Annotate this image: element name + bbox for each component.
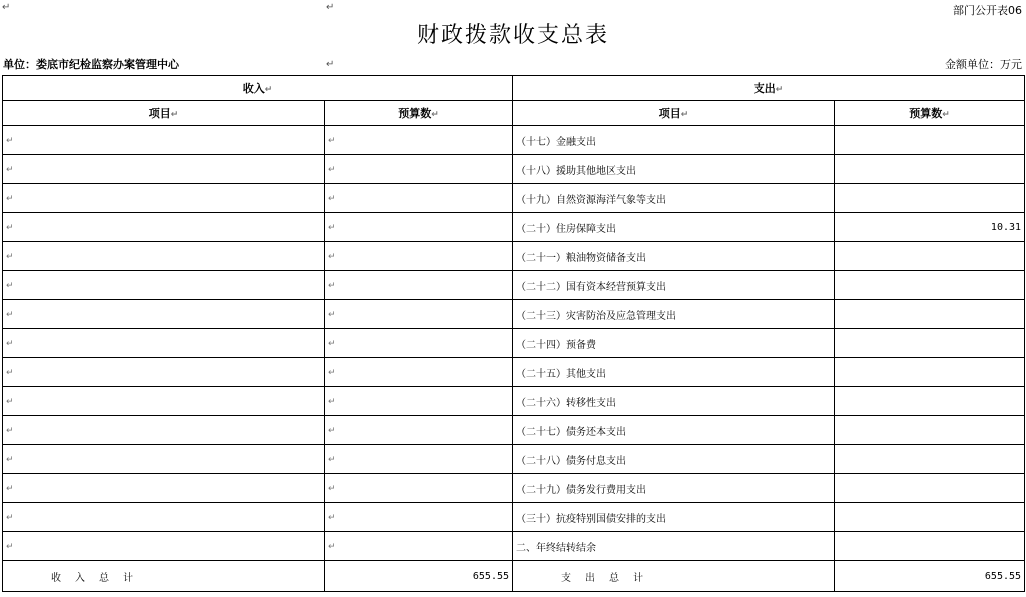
expense-budget-cell — [835, 155, 1025, 184]
income-total-value: 655.55 — [325, 561, 513, 592]
table-row — [3, 416, 1025, 445]
expense-budget-cell — [835, 387, 1025, 416]
expense-budget-cell — [835, 184, 1025, 213]
table-row — [3, 503, 1025, 532]
expense-total-label: 支出总计 — [513, 561, 835, 592]
income-item-cell: ↵ — [3, 387, 325, 416]
income-budget-cell: ↵ — [325, 155, 513, 184]
expense-item-header: 项目↵ — [513, 101, 835, 126]
income-budget-cell: ↵ — [325, 532, 513, 561]
expense-budget-cell — [835, 445, 1025, 474]
expense-budget-cell — [835, 242, 1025, 271]
table-row — [3, 474, 1025, 503]
income-budget-cell: ↵ — [325, 213, 513, 242]
expense-item-cell: （二十）住房保障支出 — [513, 213, 835, 242]
table-row — [3, 184, 1025, 213]
expense-item-cell: （二十六）转移性支出 — [513, 387, 835, 416]
unit-label: 单位：娄底市纪检监察办案管理中心 — [3, 58, 179, 71]
income-budget-cell: ↵ — [325, 242, 513, 271]
income-item-cell: ↵ — [3, 126, 325, 155]
table-row — [3, 300, 1025, 329]
expense-budget-cell — [835, 271, 1025, 300]
expense-total-value: 655.55 — [835, 561, 1025, 592]
income-item-cell: ↵ — [3, 300, 325, 329]
expense-budget-cell — [835, 126, 1025, 155]
return-mark: ↵ — [2, 2, 11, 13]
table-row — [3, 155, 1025, 184]
return-mark: ↵ — [326, 2, 335, 13]
expense-item-cell: （二十五）其他支出 — [513, 358, 835, 387]
header-row-columns — [3, 101, 1025, 126]
income-budget-cell: ↵ — [325, 271, 513, 300]
income-item-cell: ↵ — [3, 242, 325, 271]
table-row — [3, 532, 1025, 561]
expense-budget-cell: 10.31 — [835, 213, 1025, 242]
income-item-cell: ↵ — [3, 445, 325, 474]
expense-budget-cell — [835, 532, 1025, 561]
expense-item-cell: （二十三）灾害防治及应急管理支出 — [513, 300, 835, 329]
expense-item-cell: （二十九）债务发行费用支出 — [513, 474, 835, 503]
expense-item-cell: 二、年终结转结余 — [513, 532, 835, 561]
header-row-sections — [3, 76, 1025, 101]
income-item-cell: ↵ — [3, 155, 325, 184]
income-budget-cell: ↵ — [325, 126, 513, 155]
expense-budget-cell — [835, 300, 1025, 329]
expense-item-cell: （三十）抗疫特别国债安排的支出 — [513, 503, 835, 532]
expense-budget-cell — [835, 329, 1025, 358]
income-budget-cell: ↵ — [325, 184, 513, 213]
income-item-cell: ↵ — [3, 271, 325, 300]
table-row — [3, 126, 1025, 155]
money-unit: 金额单位：万元 — [945, 58, 1022, 71]
expense-budget-cell — [835, 416, 1025, 445]
income-budget-cell: ↵ — [325, 445, 513, 474]
table-row — [3, 387, 1025, 416]
expense-item-cell: （十七）金融支出 — [513, 126, 835, 155]
table-row — [3, 358, 1025, 387]
income-item-cell: ↵ — [3, 532, 325, 561]
expense-item-cell: （二十二）国有资本经营预算支出 — [513, 271, 835, 300]
income-item-cell: ↵ — [3, 213, 325, 242]
income-item-header: 项目↵ — [3, 101, 325, 126]
expense-item-cell: （二十七）债务还本支出 — [513, 416, 835, 445]
income-budget-cell: ↵ — [325, 503, 513, 532]
expense-budget-cell — [835, 358, 1025, 387]
expense-header: 支出↵ — [513, 76, 1025, 101]
budget-table — [2, 75, 1025, 592]
income-item-cell: ↵ — [3, 184, 325, 213]
income-item-cell: ↵ — [3, 329, 325, 358]
expense-item-cell: （十九）自然资源海洋气象等支出 — [513, 184, 835, 213]
income-budget-cell: ↵ — [325, 387, 513, 416]
return-mark: ↵ — [326, 59, 335, 70]
table-row — [3, 271, 1025, 300]
income-item-cell: ↵ — [3, 358, 325, 387]
income-budget-header: 预算数↵ — [325, 101, 513, 126]
expense-budget-cell — [835, 503, 1025, 532]
income-budget-cell: ↵ — [325, 474, 513, 503]
expense-budget-header: 预算数↵ — [835, 101, 1025, 126]
page-title: 财政拨款收支总表 — [416, 23, 609, 48]
expense-item-cell: （二十四）预备费 — [513, 329, 835, 358]
form-code: 部门公开表06 — [953, 4, 1022, 17]
income-budget-cell: ↵ — [325, 300, 513, 329]
table-row — [3, 242, 1025, 271]
income-item-cell: ↵ — [3, 416, 325, 445]
income-item-cell: ↵ — [3, 474, 325, 503]
income-header: 收入↵ — [3, 76, 513, 101]
expense-item-cell: （二十一）粮油物资储备支出 — [513, 242, 835, 271]
income-budget-cell: ↵ — [325, 358, 513, 387]
income-budget-cell: ↵ — [325, 416, 513, 445]
expense-budget-cell — [835, 474, 1025, 503]
income-item-cell: ↵ — [3, 503, 325, 532]
income-budget-cell: ↵ — [325, 329, 513, 358]
table-row — [3, 329, 1025, 358]
table-row — [3, 445, 1025, 474]
table-row — [3, 213, 1025, 242]
expense-item-cell: （十八）援助其他地区支出 — [513, 155, 835, 184]
income-total-label: 收入总计 — [3, 561, 325, 592]
expense-item-cell: （二十八）债务付息支出 — [513, 445, 835, 474]
total-row — [3, 561, 1025, 592]
